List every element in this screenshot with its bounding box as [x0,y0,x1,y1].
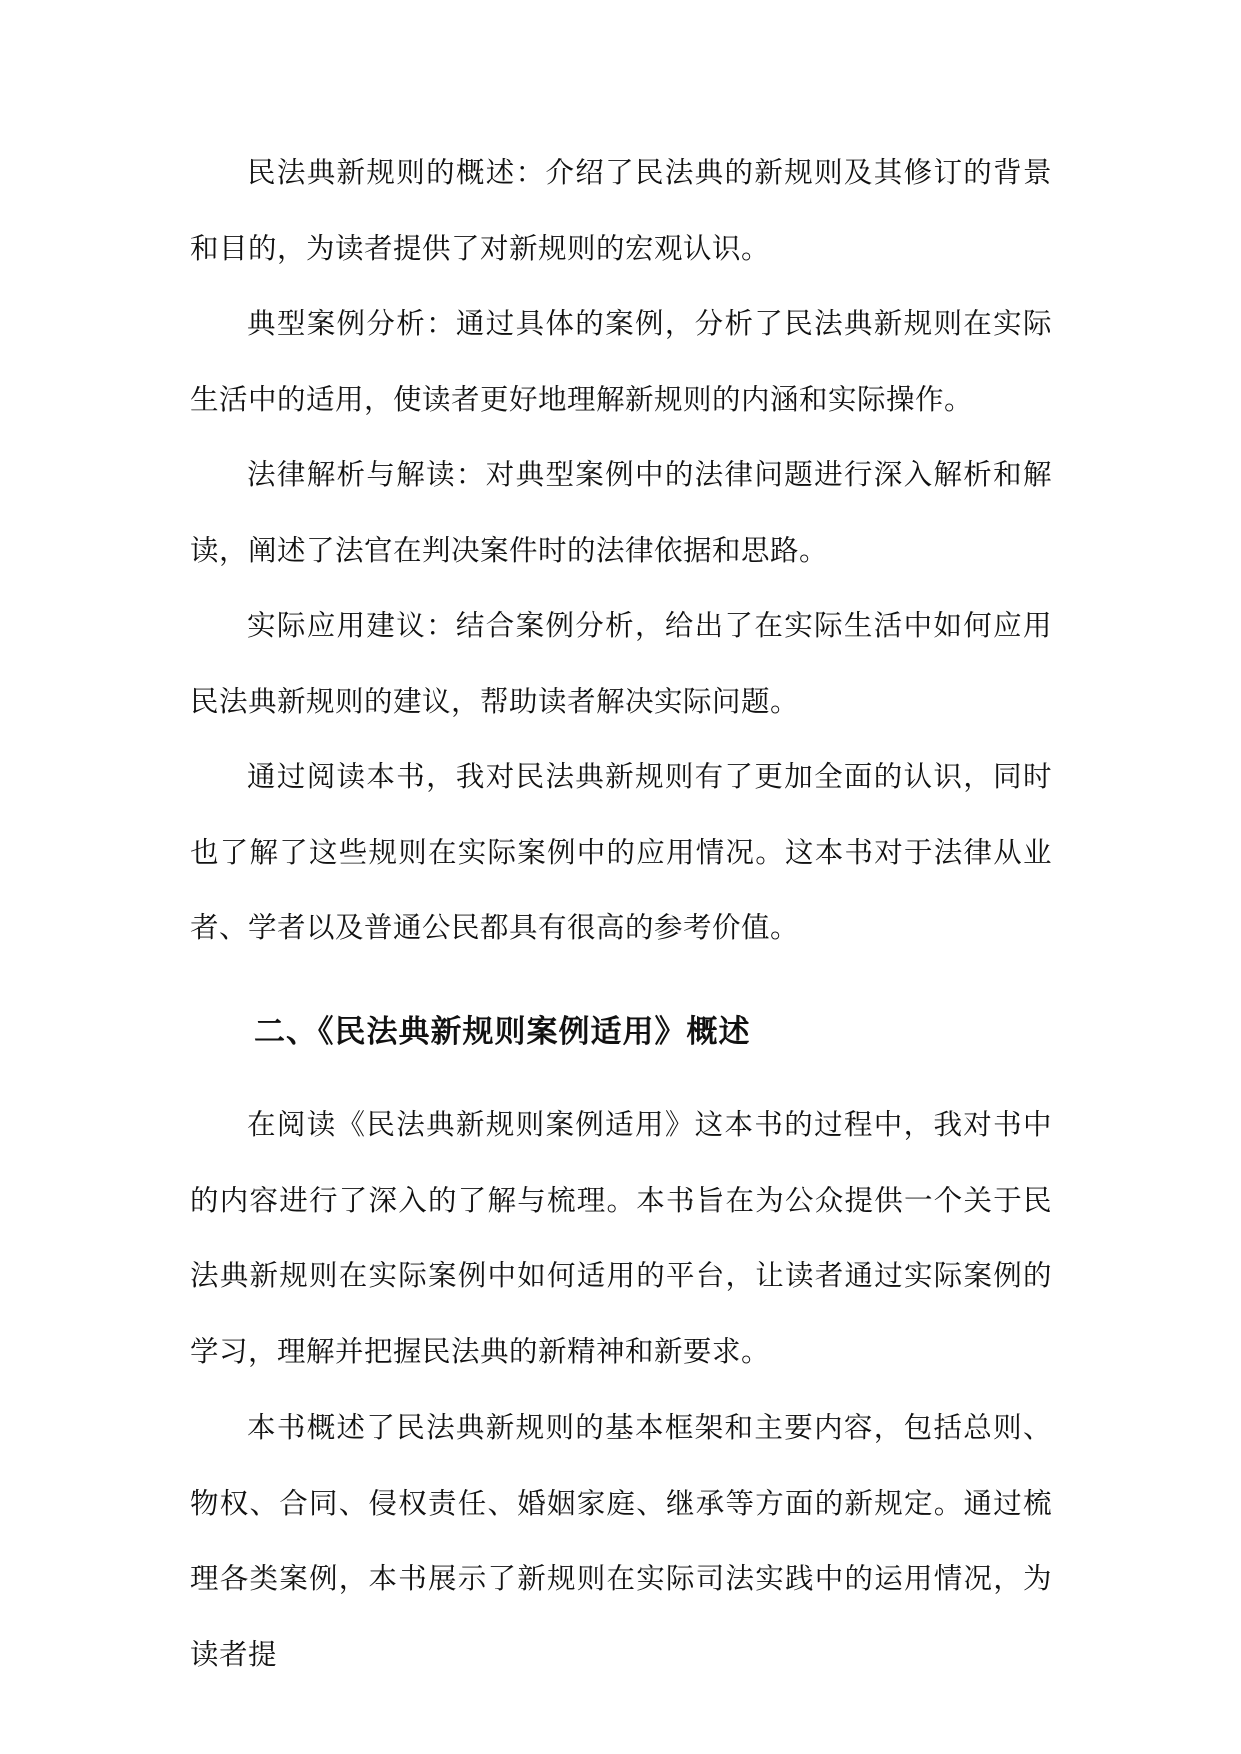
paragraph-book-content: 本书概述了民法典新规则的基本框架和主要内容，包括总则、物权、合同、侵权责任、婚姻家庭、继承等方面的新规定。通过梳理各类案例，本书展示了新规则在实际司法实践中的运用情况，为读者提 [190,1411,1052,1671]
paragraph-overview: 民法典新规则的概述：介绍了民法典的新规则及其修订的背景和目的，为读者提供了对新规则的宏观认识。 [190,156,1052,265]
section-heading: 二、《民法典新规则案例适用》概述 [254,1014,751,1050]
paragraph-application-advice: 实际应用建议：结合案例分析，给出了在实际生活中如何应用民法典新规则的建议，帮助读者解决实际问题。 [190,609,1052,718]
paragraph-case-analysis: 典型案例分析：通过具体的案例，分析了民法典新规则在实际生活中的适用，使读者更好地理解新规则的内涵和实际操作。 [190,307,1052,416]
paragraph-reading-summary: 通过阅读本书，我对民法典新规则有了更加全面的认识，同时也了解了这些规则在实际案例中的应用情况。这本书对于法律从业者、学者以及普通公民都具有很高的参考价值。 [190,760,1052,944]
paragraph-legal-interpretation: 法律解析与解读：对典型案例中的法律问题进行深入解析和解读，阐述了法官在判决案件时的法律依据和思路。 [190,458,1052,567]
paragraph-book-intro: 在阅读《民法典新规则案例适用》这本书的过程中，我对书中的内容进行了深入的了解与梳理。本书旨在为公众提供一个关于民法典新规则在实际案例中如何适用的平台，让读者通过实际案例的学习，理解并把握民法典的新精神和新要求。 [190,1108,1052,1368]
